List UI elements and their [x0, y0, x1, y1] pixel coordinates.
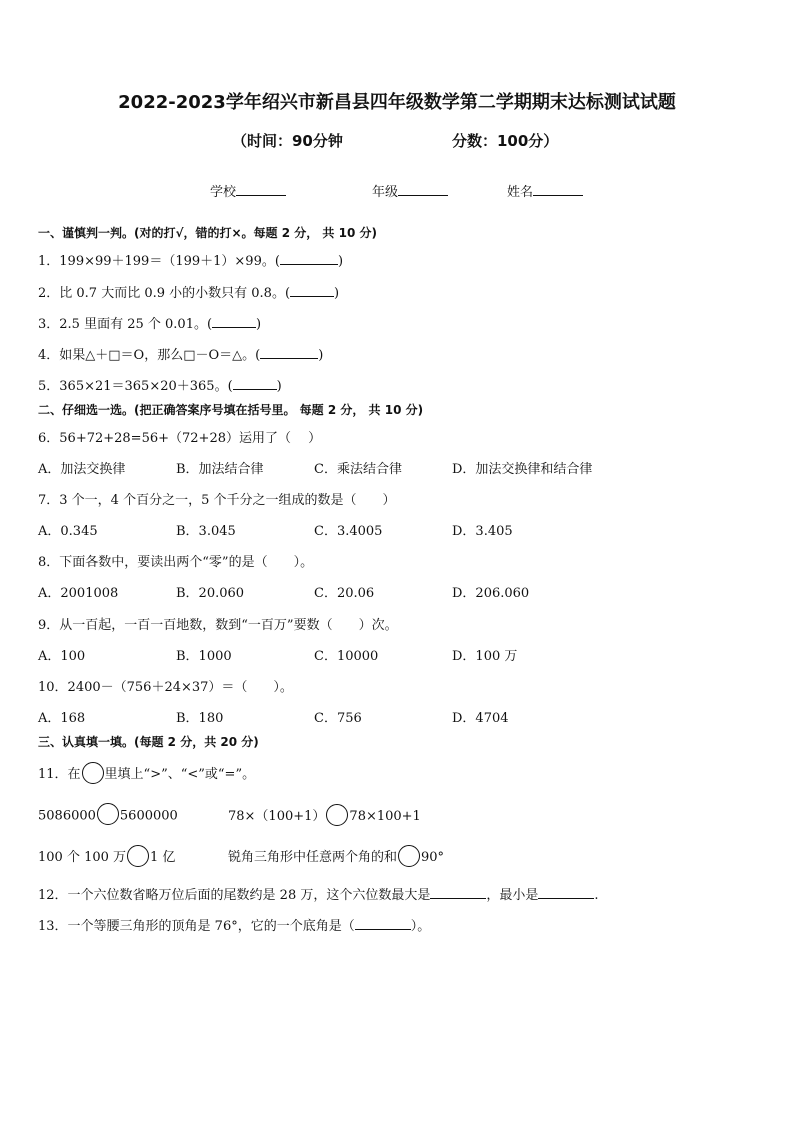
- question-8-option-a[interactable]: A．2001008: [38, 586, 119, 601]
- question-11-suffix: 里填上“>”、“<”或“=”。: [104, 767, 256, 782]
- question-7-option-c[interactable]: C．3.4005: [314, 524, 383, 539]
- question-4-text: 4．如果△＋□＝O，那么□－O＝△。(: [38, 348, 261, 363]
- compare-1: [38, 805, 178, 827]
- question-4-blank[interactable]: [260, 358, 318, 359]
- question-9-option-a[interactable]: A．100: [38, 649, 86, 664]
- exam-score: 分数：100分）: [452, 132, 559, 150]
- section2-heading: 二、仔细选一选。(把正确答案序号填在括号里。 每题 2 分， 共 10 分): [38, 403, 424, 417]
- grade-label: 年级: [372, 185, 399, 200]
- question-10-option-d[interactable]: D．4704: [452, 711, 509, 726]
- question-4: [38, 344, 323, 363]
- grade-blank[interactable]: [398, 181, 448, 196]
- question-7-option-b[interactable]: B．3.045: [176, 524, 236, 539]
- question-5-text: 5．365×21＝365×20＋365。(: [38, 379, 233, 394]
- question-10-option-b[interactable]: B．180: [176, 711, 224, 726]
- question-2-blank[interactable]: [290, 296, 334, 297]
- question-10-option-c[interactable]: C．756: [314, 711, 362, 726]
- question-1-blank[interactable]: [280, 264, 338, 265]
- section1-heading: 一、谨慎判一判。(对的打√，错的打×。每题 2 分， 共 10 分): [38, 226, 377, 240]
- question-11: [38, 763, 255, 786]
- question-6: 6．56+72+28=56+（72+28）运用了（ ）: [38, 431, 322, 446]
- question-2-text: 2．比 0.7 大而比 0.9 小的小数只有 0.8。(: [38, 286, 291, 301]
- section3-heading: 三、认真填一填。(每题 2 分，共 20 分): [38, 735, 259, 749]
- question-3: [38, 313, 261, 332]
- question-6-option-c[interactable]: C．乘法结合律: [314, 462, 402, 477]
- compare-2-circle[interactable]: [326, 804, 348, 826]
- question-12: [38, 884, 599, 903]
- question-7-option-d[interactable]: D．3.405: [452, 524, 513, 539]
- question-9: 9．从一百起，一百一百地数，数到“一百万”要数（ ）次。: [38, 618, 398, 633]
- school-label: 学校: [210, 185, 237, 200]
- question-13: [38, 915, 430, 934]
- compare-3-circle[interactable]: [127, 845, 149, 867]
- question-1: [38, 250, 343, 269]
- compare-4-right: 90°: [421, 850, 445, 865]
- question-1-text: 1．199×99＋199＝（199＋1）×99。(: [38, 254, 280, 269]
- question-13-text: 13．一个等腰三角形的顶角是 76°，它的一个底角是（: [38, 919, 355, 934]
- question-12-mid: ，最小是: [486, 888, 539, 903]
- question-8-option-c[interactable]: C．20.06: [314, 586, 375, 601]
- compare-4-left: 锐角三角形中任意两个角的和: [228, 850, 398, 865]
- compare-3-left: 100 个 100 万: [38, 850, 127, 865]
- compare-1-right: 5600000: [119, 808, 178, 824]
- name-blank[interactable]: [533, 181, 583, 196]
- school-blank[interactable]: [236, 181, 286, 196]
- circle-blank-icon: [82, 762, 104, 784]
- question-5-end: ): [276, 379, 282, 394]
- compare-4-circle[interactable]: [398, 845, 420, 867]
- question-12-min-blank[interactable]: [538, 898, 594, 899]
- compare-1-left: 5086000: [38, 808, 96, 824]
- question-12-text: 12．一个六位数省略万位后面的尾数约是 28 万，这个六位数最大是: [38, 888, 431, 903]
- question-9-option-b[interactable]: B．1000: [176, 649, 232, 664]
- name-field: [507, 181, 583, 200]
- page-title: 2022-2023学年绍兴市新昌县四年级数学第二学期期末达标测试试题: [118, 92, 676, 113]
- question-7-option-a[interactable]: A．0.345: [38, 524, 98, 539]
- question-6-option-b[interactable]: B．加法结合律: [176, 462, 264, 477]
- question-5: [38, 375, 282, 394]
- compare-2-left: 78×（100+1）: [228, 809, 326, 824]
- question-1-end: ): [337, 254, 344, 269]
- question-13-blank[interactable]: [355, 929, 411, 930]
- school-field: [210, 181, 286, 200]
- question-2: [38, 282, 339, 301]
- compare-1-circle[interactable]: [97, 803, 119, 825]
- name-label: 姓名: [507, 185, 534, 200]
- compare-3-right: 1 亿: [150, 850, 176, 865]
- question-13-end: ）。: [410, 919, 431, 934]
- question-3-end: ): [256, 317, 262, 332]
- question-4-end: ): [318, 348, 324, 363]
- question-10-option-a[interactable]: A．168: [38, 711, 86, 726]
- question-8: 8．下面各数中，要读出两个“零”的是（ ）。: [38, 555, 314, 570]
- question-8-option-d[interactable]: D．206.060: [452, 586, 530, 601]
- question-7: 7．3 个一，4 个百分之一，5 个千分之一组成的数是（ ）: [38, 493, 396, 508]
- question-9-option-d[interactable]: D．100 万: [452, 649, 518, 664]
- question-11-prefix: 11．在: [38, 767, 81, 782]
- question-12-max-blank[interactable]: [430, 898, 486, 899]
- question-12-end: .: [594, 888, 599, 903]
- question-5-blank[interactable]: [233, 389, 277, 390]
- grade-field: [372, 181, 448, 200]
- compare-2: [228, 805, 421, 828]
- compare-2-right: 78×100+1: [349, 809, 421, 824]
- question-2-end: ): [334, 286, 340, 301]
- question-9-option-c[interactable]: C．10000: [314, 649, 379, 664]
- question-6-option-a[interactable]: A．加法交换律: [38, 462, 126, 477]
- exam-time: （时间：90分钟: [232, 132, 343, 150]
- question-3-text: 3．2.5 里面有 25 个 0.01。(: [38, 317, 213, 332]
- question-10: 10．2400－（756＋24×37）＝（ ）。: [38, 680, 293, 695]
- compare-3: [38, 846, 175, 869]
- question-8-option-b[interactable]: B．20.060: [176, 586, 245, 601]
- question-6-option-d[interactable]: D．加法交换律和结合律: [452, 462, 593, 477]
- compare-4: [228, 846, 444, 869]
- question-3-blank[interactable]: [212, 327, 256, 328]
